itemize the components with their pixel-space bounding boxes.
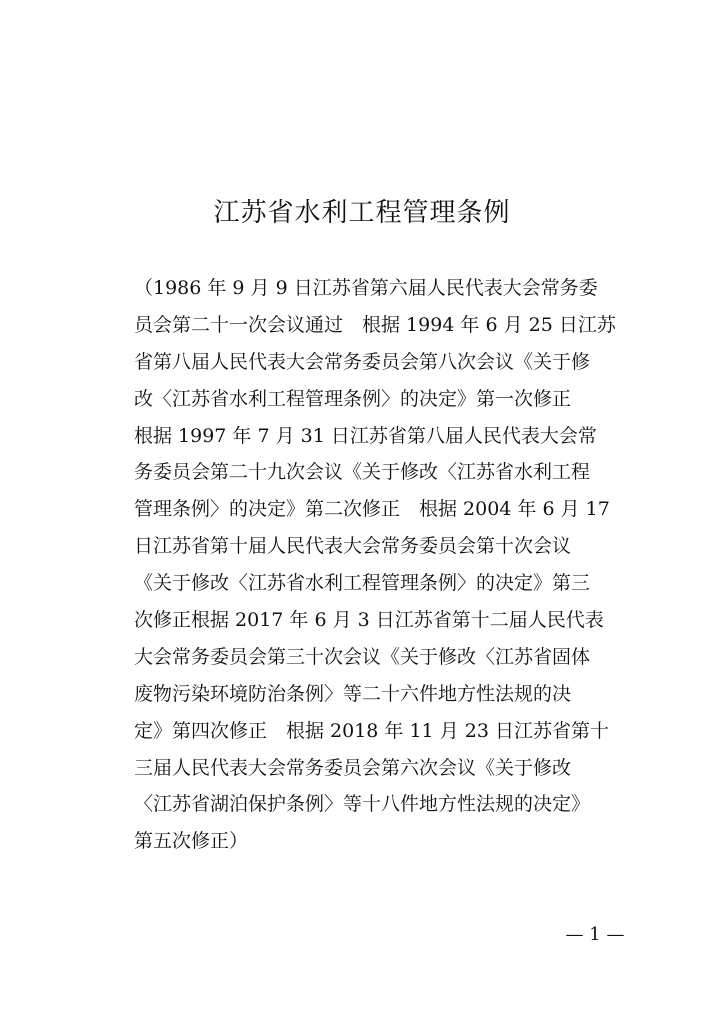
document-title: 江苏省水利工程管理条例: [213, 198, 511, 228]
preamble-line: 次修正根据 2017 年 6 月 3 日江苏省第十二届人民代表: [134, 609, 604, 632]
preamble-line: 三届人民代表大会常务委员会第六次会议《关于修改: [134, 756, 572, 779]
preamble-line: 《关于修改〈江苏省水利工程管理条例〉的决定》第三: [134, 572, 591, 595]
preamble-line: 废物污染环境防治条例〉等二十六件地方性法规的决: [134, 682, 572, 705]
page-number: — 1 —: [565, 924, 625, 945]
preamble-line: 管理条例〉的决定》第二次修正 根据 2004 年 6 月 17: [134, 498, 610, 521]
preamble-line: （1986 年 9 月 9 日江苏省第六届人民代表大会常务委: [134, 277, 598, 299]
preamble-line: 务委员会第二十九次会议《关于修改〈江苏省水利工程: [134, 461, 591, 484]
preamble-line: 改〈江苏省水利工程管理条例〉的决定》第一次修正: [134, 387, 572, 410]
preamble-line: 省第八届人民代表大会常务委员会第八次会议《关于修: [134, 350, 591, 373]
preamble-line: 大会常务委员会第三十次会议《关于修改〈江苏省固体: [134, 645, 591, 668]
legislative-history-preamble: [134, 270, 616, 860]
preamble-line: 员会第二十一次会议通过 根据 1994 年 6 月 25 日江苏: [134, 313, 616, 336]
preamble-line: 〈江苏省湖泊保护条例〉等十八件地方性法规的决定》: [134, 793, 591, 816]
preamble-line: 日江苏省第十届人民代表大会常务委员会第十次会议: [134, 535, 572, 558]
preamble-line: 定》第四次修正 根据 2018 年 11 月 23 日江苏省第十: [134, 719, 609, 742]
preamble-line: 根据 1997 年 7 月 31 日江苏省第八届人民代表大会常: [134, 424, 597, 447]
preamble-line: 第五次修正）: [134, 830, 249, 853]
